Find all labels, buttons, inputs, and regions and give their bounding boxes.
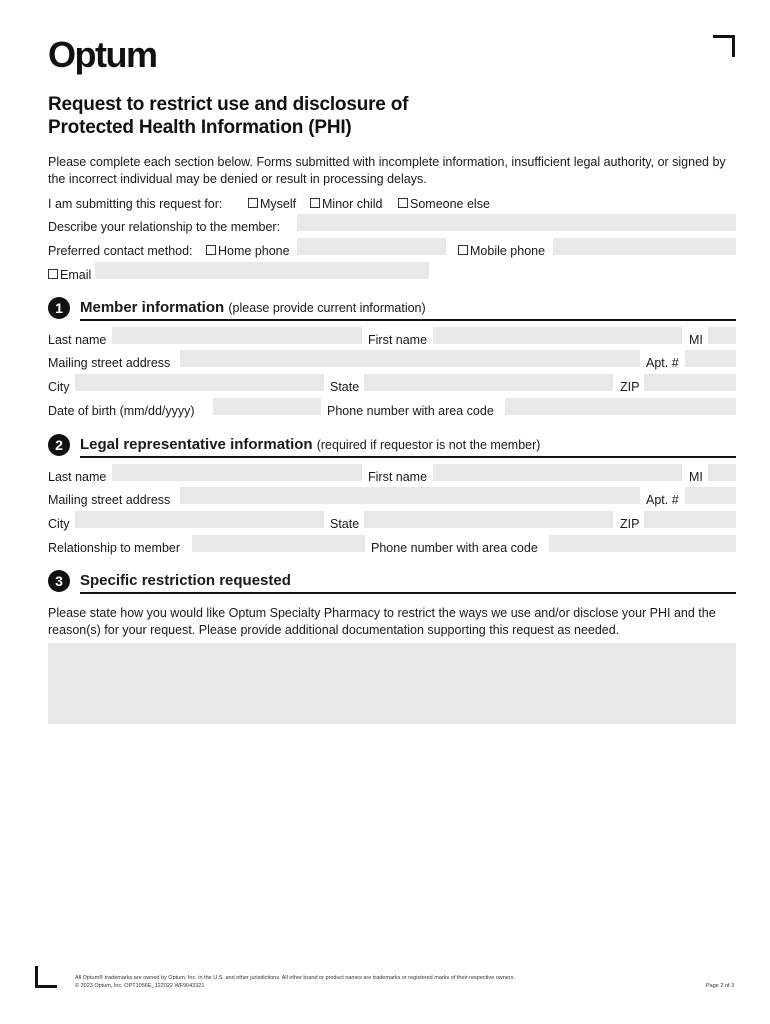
section-2-note: (required if requestor is not the member) (316, 438, 541, 452)
s1-state-field[interactable] (364, 374, 613, 391)
footer-copyright: © 2023 Optum, Inc. OPT1056E_122022 WF9043321 (75, 983, 205, 989)
s2-apt-field[interactable] (685, 487, 736, 504)
form-title (48, 93, 568, 139)
s2-state-field[interactable] (364, 511, 613, 528)
s1-street-label: Mailing street address (48, 356, 171, 370)
s2-last-name-field[interactable] (112, 464, 362, 481)
someone-else-checkbox[interactable] (398, 198, 408, 208)
s2-phone-field[interactable] (549, 535, 736, 552)
submitting-for-label: I am submitting this request for: (48, 197, 223, 211)
mobile-phone-checkbox[interactable] (458, 245, 468, 255)
s2-first-name-label: First name (368, 470, 428, 484)
section-3-title: Specific restriction requested (80, 572, 291, 589)
section-3-instructions: Please state how you would like Optum Specialty Pharmacy to restrict the ways we use and/or disclose your PHI and the reason(s) for your request. Please provide additional documentation supporting this request as needed. (48, 606, 716, 637)
minor-child-label: Minor child (322, 197, 383, 211)
s1-zip-field[interactable] (644, 374, 736, 391)
footer-page-number: Page 2 of 3 (706, 983, 735, 989)
s1-mi-label: MI (689, 333, 703, 347)
option-email[interactable] (48, 267, 91, 283)
form-title-line2: Protected Health Information (PHI) (48, 117, 352, 138)
s1-apt-label: Apt. # (646, 356, 679, 370)
corner-mark-icon (713, 35, 735, 57)
relationship-label: Describe your relationship to the member: (48, 220, 281, 234)
s2-first-name-field[interactable] (433, 464, 682, 481)
option-home-phone[interactable] (206, 243, 290, 259)
s2-zip-label: ZIP (620, 517, 640, 531)
someone-else-label: Someone else (410, 197, 490, 211)
section-2-heading (80, 436, 540, 454)
s1-last-name-label: Last name (48, 333, 107, 347)
s1-first-name-field[interactable] (433, 327, 682, 344)
intro-text: Please complete each section below. Forms submitted with incomplete information, insufficient legal authority, or signed by the incorrect individual may be denied or result in processing delays. (48, 155, 726, 186)
section-1-rule (80, 319, 736, 321)
s2-relationship-label: Relationship to member (48, 541, 181, 555)
s2-street-field[interactable] (180, 487, 640, 504)
s2-last-name-label: Last name (48, 470, 107, 484)
mobile-phone-label: Mobile phone (470, 244, 546, 258)
s1-phone-field[interactable] (505, 398, 736, 415)
email-label: Email (60, 268, 92, 282)
s1-state-label: State (330, 380, 360, 394)
option-someone-else[interactable] (398, 196, 490, 212)
home-phone-field[interactable] (297, 238, 446, 255)
section-1-title: Member information (80, 299, 225, 316)
home-phone-checkbox[interactable] (206, 245, 216, 255)
s2-street-label: Mailing street address (48, 493, 171, 507)
s1-first-name-label: First name (368, 333, 428, 347)
mobile-phone-field[interactable] (553, 238, 736, 255)
home-phone-label: Home phone (218, 244, 290, 258)
section-3-number: 3 (48, 570, 70, 592)
s2-mi-label: MI (689, 470, 703, 484)
footer-trademark: All Optum® trademarks are owned by Optum, Inc. in the U.S. and other jurisdictions. All other brand or product names are trademarks or registered marks of their respective owners. (75, 975, 515, 981)
s1-city-field[interactable] (75, 374, 324, 391)
corner-mark-bottom-icon (35, 966, 57, 988)
section-2-number: 2 (48, 434, 70, 456)
minor-child-checkbox[interactable] (310, 198, 320, 208)
relationship-field[interactable] (297, 214, 736, 231)
s1-apt-field[interactable] (685, 350, 736, 367)
s1-mi-field[interactable] (708, 327, 736, 344)
s1-phone-label: Phone number with area code (327, 404, 494, 418)
email-field[interactable] (95, 262, 429, 279)
s2-phone-label: Phone number with area code (371, 541, 538, 555)
optum-logo: Optum (48, 34, 157, 75)
s1-dob-label: Date of birth (mm/dd/yyyy) (48, 404, 195, 418)
s2-city-field[interactable] (75, 511, 324, 528)
s1-zip-label: ZIP (620, 380, 640, 394)
form-title-line1: Request to restrict use and disclosure of (48, 94, 409, 115)
s2-city-label: City (48, 517, 70, 531)
myself-label: Myself (260, 197, 297, 211)
s2-apt-label: Apt. # (646, 493, 679, 507)
s2-zip-field[interactable] (644, 511, 736, 528)
email-checkbox[interactable] (48, 269, 58, 279)
option-myself[interactable] (248, 196, 296, 212)
restriction-textarea[interactable] (48, 643, 736, 724)
section-1-heading (80, 299, 426, 317)
section-1-note: (please provide current information) (228, 301, 426, 315)
s1-city-label: City (48, 380, 70, 394)
section-2-title: Legal representative information (80, 436, 313, 453)
s1-last-name-field[interactable] (112, 327, 362, 344)
s1-dob-field[interactable] (213, 398, 321, 415)
s2-state-label: State (330, 517, 360, 531)
s1-street-field[interactable] (180, 350, 640, 367)
s2-mi-field[interactable] (708, 464, 736, 481)
section-2-rule (80, 456, 736, 458)
s2-relationship-field[interactable] (192, 535, 365, 552)
option-mobile-phone[interactable] (458, 243, 545, 259)
section-3-rule (80, 592, 736, 594)
myself-checkbox[interactable] (248, 198, 258, 208)
section-1-number: 1 (48, 297, 70, 319)
option-minor-child[interactable] (310, 196, 382, 212)
contact-method-label: Preferred contact method: (48, 244, 193, 258)
